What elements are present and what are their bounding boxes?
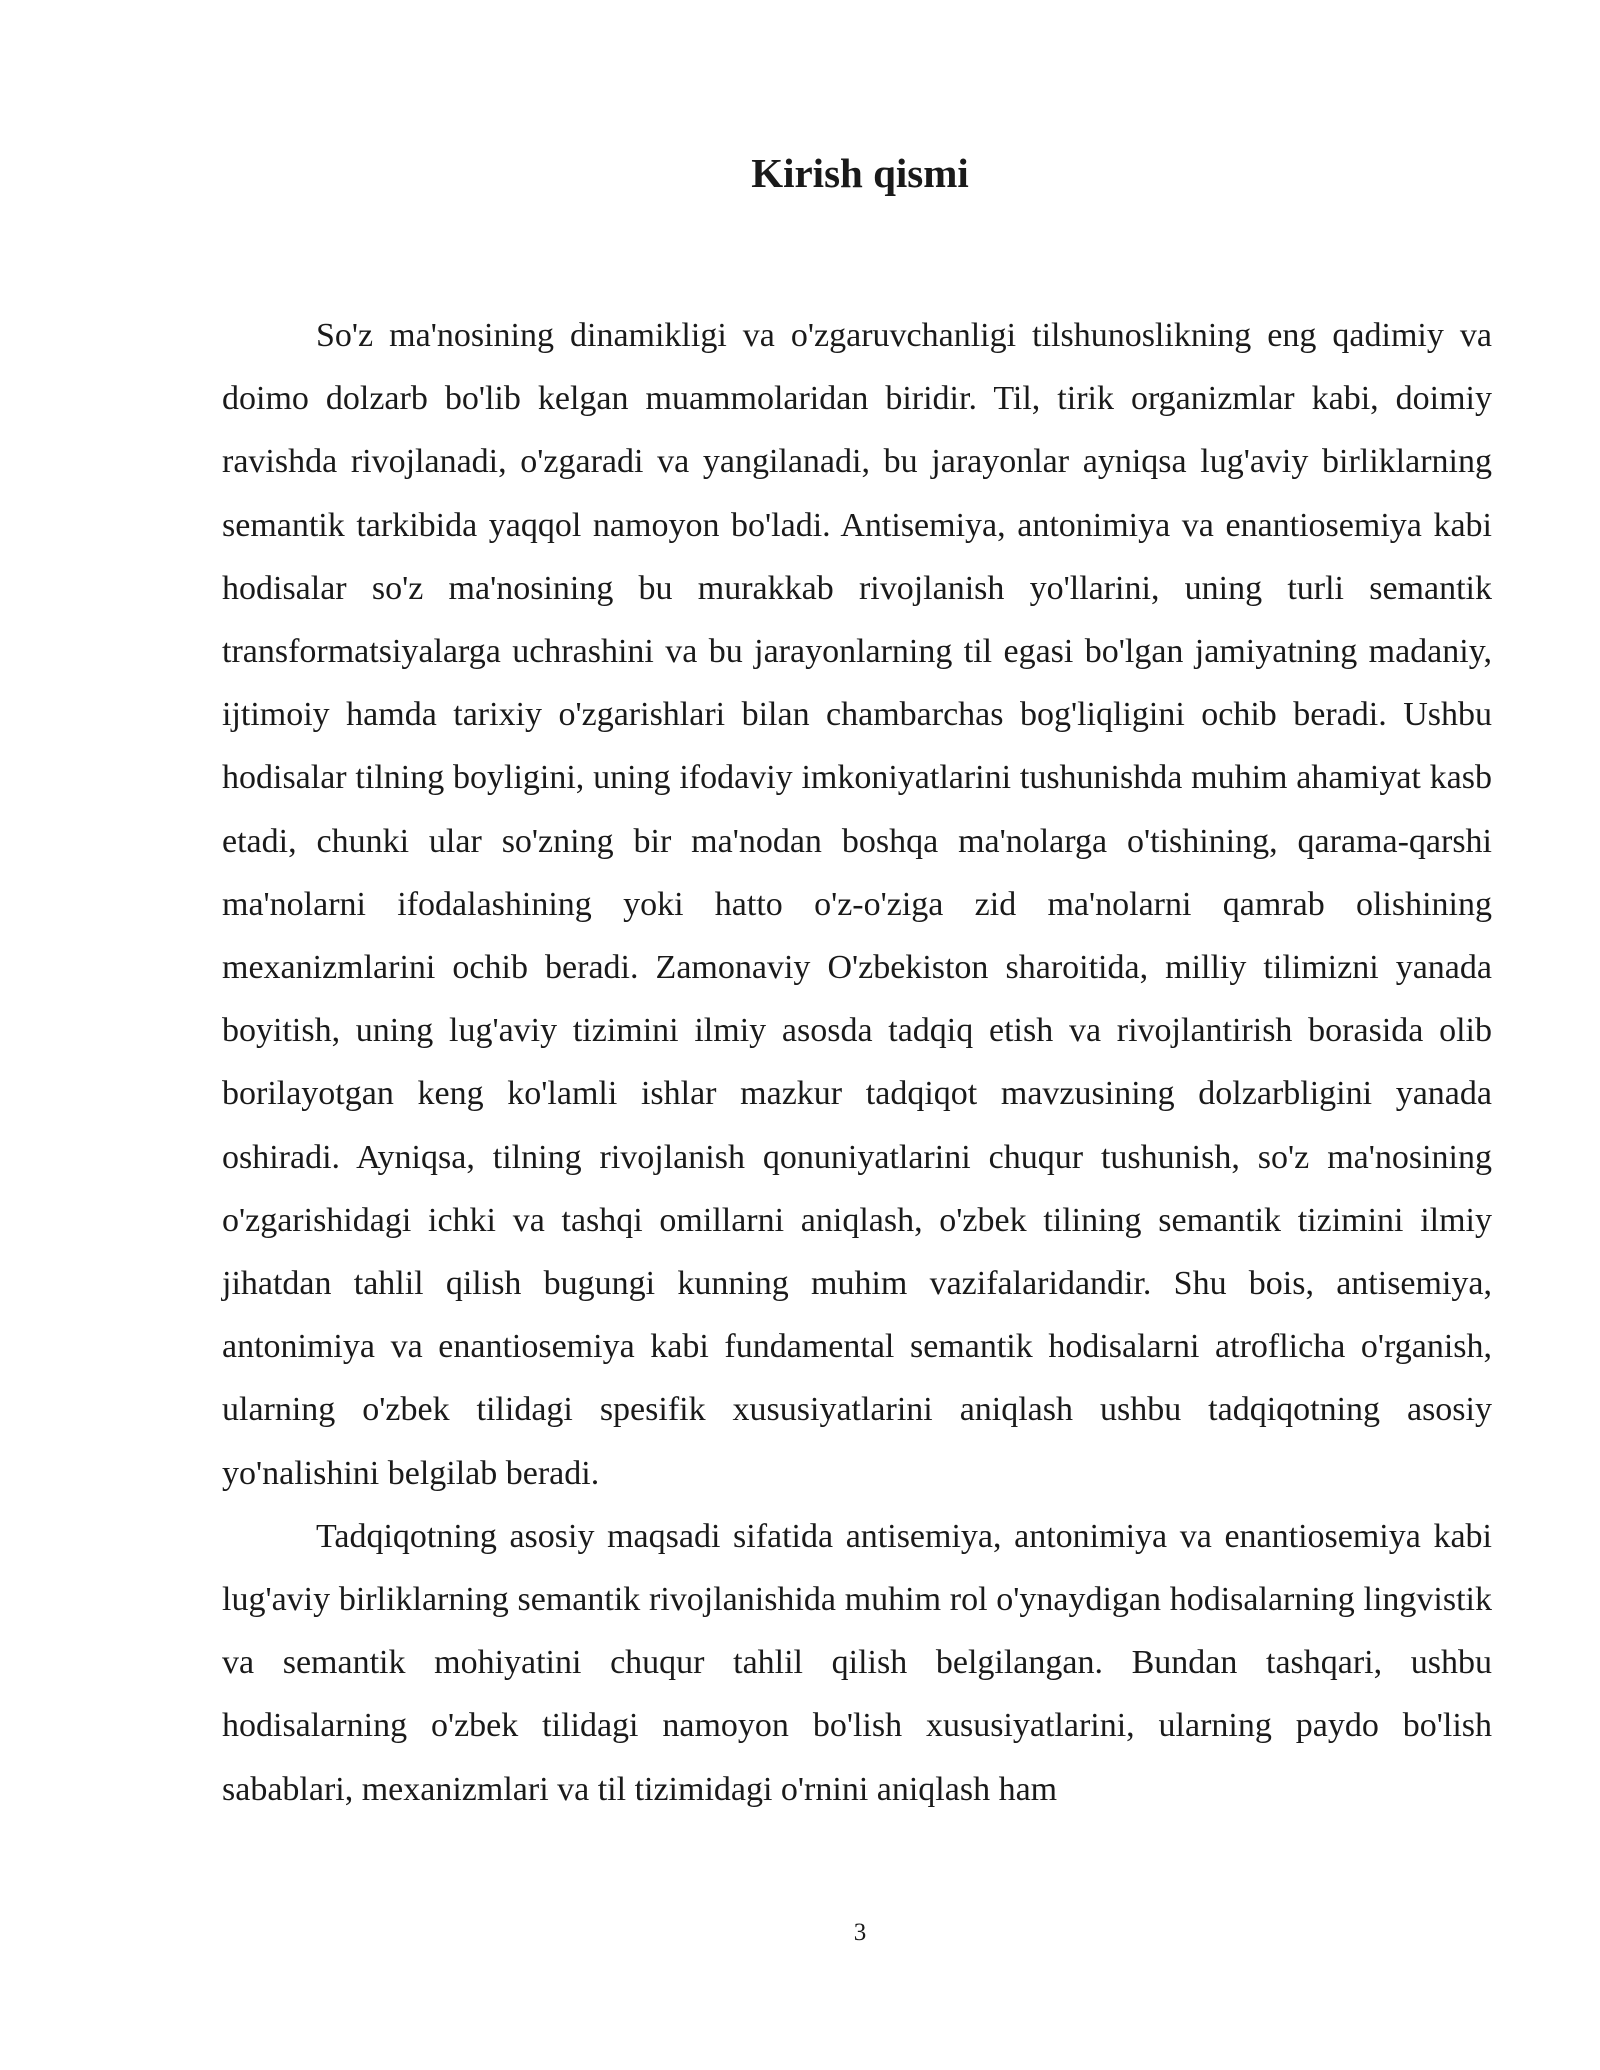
page-number: 3 <box>853 1919 867 1946</box>
paragraph: So'z ma'nosining dinamikligi va o'zgaruvchanligi tilshunoslikning eng qadimiy va doimo dolzarb bo'lib kelgan muammolaridan biridir. Til, tirik organizmlar kabi, doimiy ravishda rivojlanadi, o'zgaradi va yangilanadi, bu jarayonlar ayniqsa lug'aviy birliklarning semantik tarkibida yaqqol namoyon bo'ladi. Antisemiya, antonimiya va enantiosemiya kabi hodisalar so'z ma'nosining bu murakkab rivojlanish yo'llarini, uning turli semantik transformatsiyalarga uchrashini va bu jarayonlarning til egasi bo'lgan jamiyatning madaniy, ijtimoiy hamda tarixiy o'zgarishlari bilan chambarchas bog'liqligini ochib beradi. Ushbu hodisalar tilning boyligini, uning ifodaviy imkoniyatlarini tushunishda muhim ahamiyat kasb etadi, chunki ular so'zning bir ma'nodan boshqa ma'nolarga o'tishining, qarama-qarshi ma'nolarni ifodalashining yoki hatto o'z-o'ziga zid ma'nolarni qamrab olishining mexanizmlarini ochib beradi. Zamonaviy O'zbekiston sharoitida, milliy tilimizni yanada boyitish, uning lug'aviy tizimini ilmiy asosda tadqiq etish va rivojlantirish borasida olib borilayotgan keng ko'lamli ishlar mazkur tadqiqot mavzusining dolzarbligini yanada oshiradi. Ayniqsa, tilning rivojlanish qonuniyatlarini chuqur tushunish, so'z ma'nosining o'zgarishidagi ichki va tashqi omillarni aniqlash, o'zbek tilining semantik tizimini ilmiy jihatdan tahlil qilish bugungi kunning muhim vazifalaridandir. Shu bois, antisemiya, antonimiya va enantiosemiya kabi fundamental semantik hodisalarni atroflicha o'rganish, ularning o'zbek tilidagi spesifik xususiyatlarini aniqlash ushbu tadqiqotning asosiy yo'nalishini belgilab beradi. <box>222 317 1492 1492</box>
body-text <box>222 304 1492 1821</box>
section-title: Kirish qismi <box>751 150 969 196</box>
paragraph: Tadqiqotning asosiy maqsadi sifatida antisemiya, antonimiya va enantiosemiya kabi lug'aviy birliklarning semantik rivojlanishida muhim rol o'ynaydigan hodisalarning lingvistik va semantik mohiyatini chuqur tahlil qilish belgilangan. Bundan tashqari, ushbu hodisalarning o'zbek tilidagi namoyon bo'lish xususiyatlarini, ularning paydo bo'lish sabablari, mexanizmlari va til tizimidagi o'rnini aniqlash ham <box>222 1517 1492 1808</box>
